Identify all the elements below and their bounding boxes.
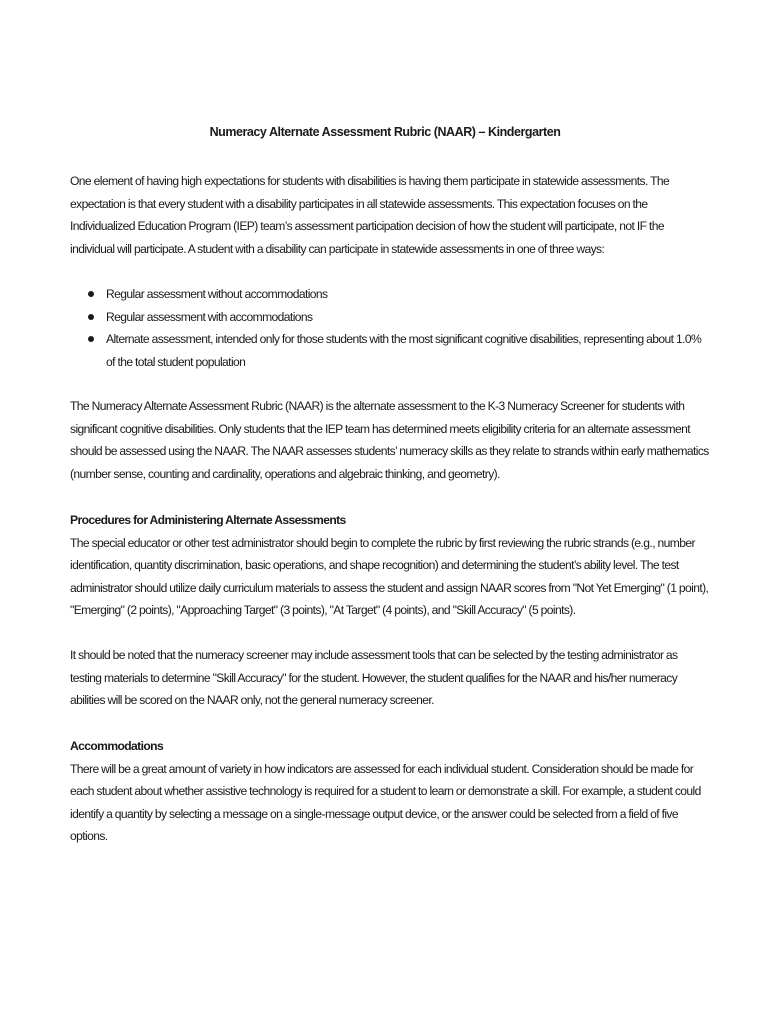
naar-description-paragraph: The Numeracy Alternate Assessment Rubric (NAAR) is the alternate assessment to the K-3 Numeracy Screener for students with significant cognitive disabilities. Only students that the IEP team has determined meets eligibility criteria for an alternate assessment should be assessed using the NAAR. The NAAR assesses students’ numeracy skills as they relate to strands within early mathematics (number sense, counting and cardinality, operations and algebraic thinking, and geometry). — [70, 399, 709, 481]
procedures-paragraph: The special educator or other test administrator should begin to complete the rubric by first reviewing the rubric strands (e.g., number identification, quantity discrimination, basic operations, and shape recognition) and determining the student’s ability level. The test administrator should utilize daily curriculum materials to assess the student and assign NAAR scores from "Not Yet Emerging" (1 point), "Emerging" (2 points), "Approaching Target" (3 points), "At Target" (4 points), and "Skill Accuracy" (5 points). — [70, 535, 709, 617]
screener-note-paragraph: It should be noted that the numeracy screener may include assessment tools that can be selected by the testing administrator as testing materials to determine "Skill Accuracy" for the student. However, the student qualifies for the NAAR and his/her numeracy abilities will be scored on the NAAR only, not the general numeracy screener. — [70, 648, 678, 707]
list-item — [70, 283, 710, 306]
intro-paragraph: One element of having high expectations for students with disabilities is having them participate in statewide assessments. The expectation is that every student with a disability participates in all statewide assessments. This expectation focuses on the Individualized Education Program (IEP) team’s assessment participation decision of how the student will participate, not IF the individual will participate. A student with a disability can participate in statewide assessments in one of three ways: — [70, 174, 670, 256]
list-item — [70, 328, 710, 373]
page-title: Numeracy Alternate Assessment Rubric (NAAR) – Kindergarten — [209, 125, 561, 139]
procedures-heading: Procedures for Administering Alternate Assessments — [70, 513, 346, 527]
bullet-icon — [88, 291, 94, 297]
participation-options-list — [70, 283, 710, 373]
accommodations-paragraph: There will be a great amount of variety in how indicators are assessed for each individual student. Consideration should be made for each student about whether assistive technology is required for a student to learn or demonstrate a skill. For example, a student could identify a quantity by selecting a message on a single-message output device, or the answer could be selected from a field of five options. — [70, 761, 701, 843]
list-item-text: Regular assessment with accommodations — [106, 309, 313, 324]
bullet-icon — [88, 314, 94, 320]
list-item-text: Alternate assessment, intended only for those students with the most significant cognitive disabilities, representing about 1.0% of the total student population — [106, 332, 702, 369]
accommodations-section — [70, 735, 710, 848]
accommodations-heading: Accommodations — [70, 739, 164, 753]
list-item — [70, 306, 710, 329]
list-item-text: Regular assessment without accommodations — [106, 287, 328, 301]
bullet-icon — [88, 336, 94, 342]
procedures-section — [70, 509, 710, 622]
